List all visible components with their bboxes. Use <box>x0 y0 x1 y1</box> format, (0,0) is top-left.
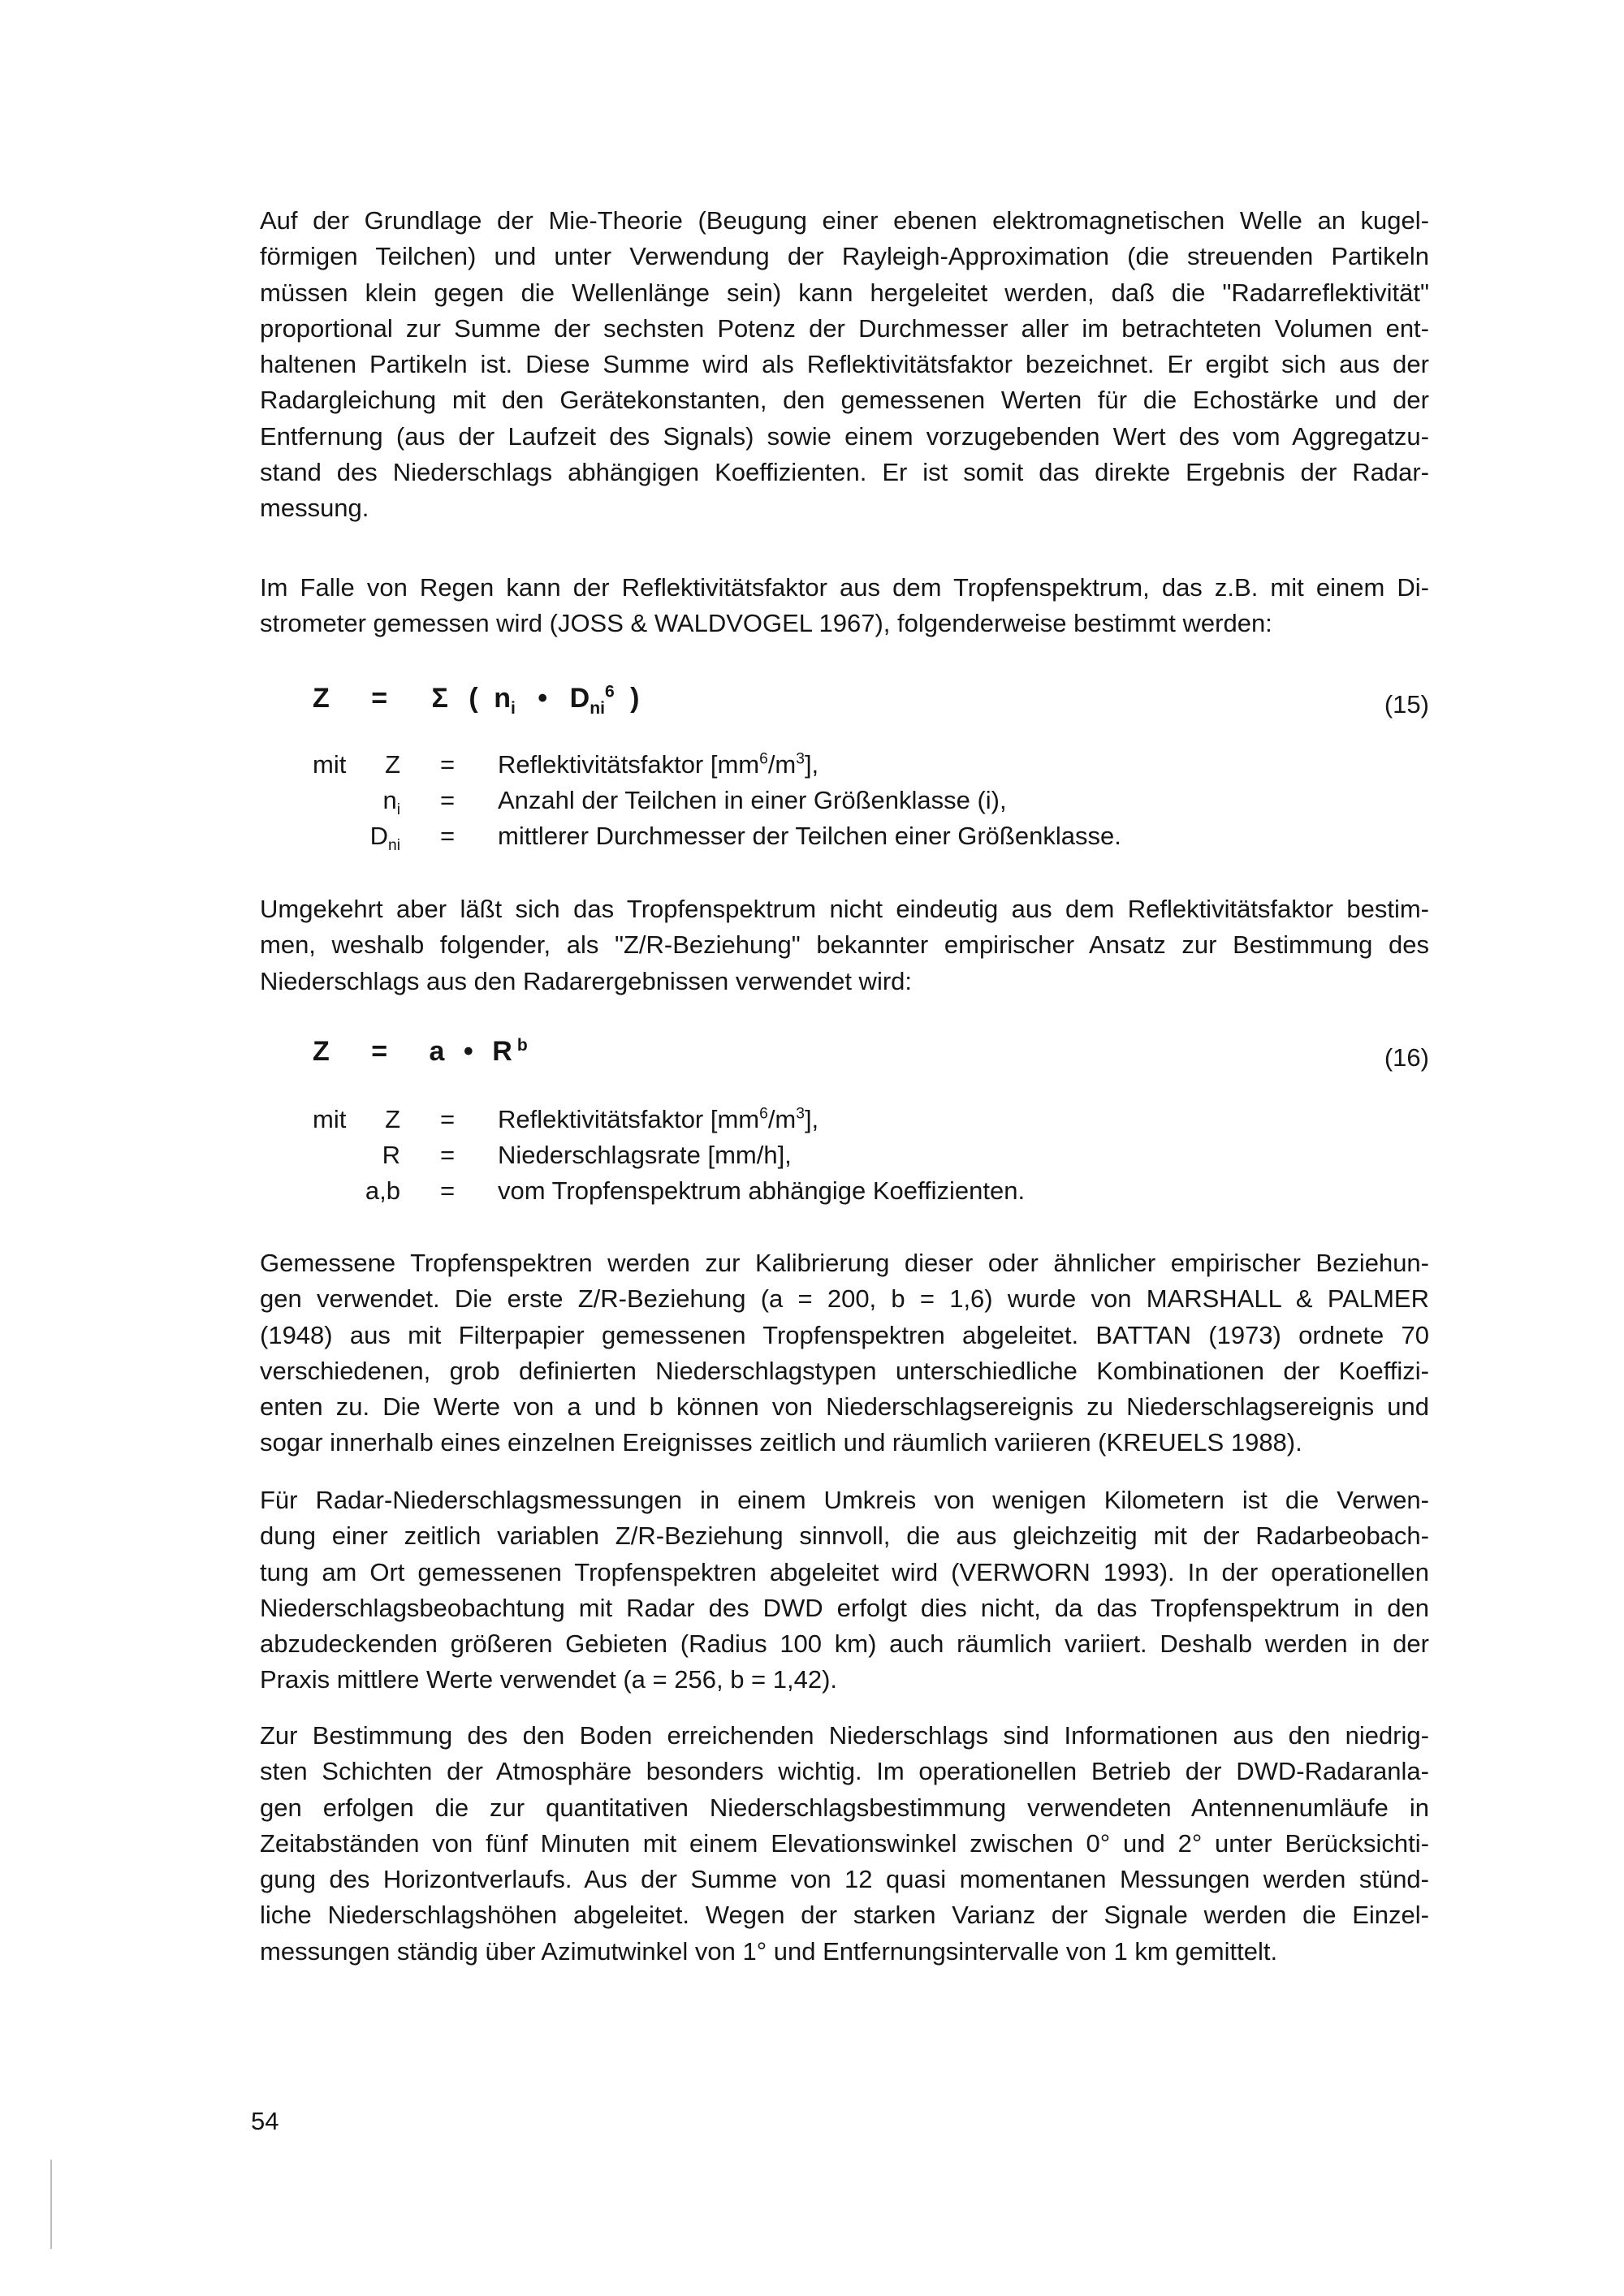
eq-a: a <box>429 1036 445 1067</box>
text-line: abzudeckenden größeren Gebieten (Radius 100 km) auch räumlich variiert. Deshalb werden in der <box>260 1629 1429 1659</box>
paragraph-mie-theory <box>260 203 1429 527</box>
page-number: 54 <box>251 2107 279 2135</box>
text-line: Radargleichung mit den Gerätekonstanten, den gemessenen Werten für die Echostärke und der <box>260 386 1429 415</box>
text-line: gen verwendet. Die erste Z/R-Beziehung (a = 200, b = 1,6) wurde von MARSHALL & PALMER <box>260 1284 1429 1314</box>
eq-sigma: Σ <box>431 683 448 714</box>
text-line: sten Schichten der Atmosphäre besonders wichtig. Im operationellen Betrieb der DWD-Radaranla- <box>260 1757 1429 1786</box>
paragraph-zr-relation <box>260 891 1429 999</box>
eq-d-term: $D_{ni}^6$ <box>569 682 615 718</box>
text-line: Umgekehrt aber läßt sich das Tropfenspektrum nicht eindeutig aus dem Reflektivitätsfaktor bestim- <box>260 895 1429 923</box>
equation-15 <box>313 678 1429 719</box>
text-line: Im Falle von Regen kann der Reflektivitätsfaktor aus dem Tropfenspektrum, das z.B. mit einem Di- <box>260 573 1429 602</box>
text-line: gung des Horizontverlaufs. Aus der Summe von 12 quasi momentanen Messungen werden stünd- <box>260 1865 1429 1894</box>
def-equals: = <box>440 1141 456 1169</box>
def-text: Niederschlagsrate [mm/h], <box>498 1141 792 1169</box>
text-line: Zur Bestimmung des den Boden erreichenden Niederschlags sind Informationen aus den niedrig- <box>260 1721 1429 1750</box>
text-line: dung einer zeitlich variablen Z/R-Beziehung sinnvoll, die aus gleichzeitig mit der Radarbeobach- <box>260 1521 1429 1551</box>
text-line: (1948) aus mit Filterpapier gemessenen Tropfenspektren abgeleitet. BATTAN (1973) ordnete 70 <box>260 1320 1429 1349</box>
def-symbol: $D_{ni}$ <box>369 822 400 855</box>
equation-number: (16) <box>1384 1043 1429 1072</box>
def-text: vom Tropfenspektrum abhängige Koeffizienten. <box>498 1176 1026 1205</box>
paragraph-calibration <box>260 1245 1429 1461</box>
text-line: liche Niederschlagshöhen abgeleitet. Wegen der starken Varianz der Signale werden die Einzel- <box>260 1901 1429 1930</box>
definition-row <box>313 1137 1368 1173</box>
definition-row <box>313 1102 1368 1137</box>
text-line: Entfernung (aus der Laufzeit des Signals) sowie einem vorzugebenden Wert des vom Aggregatzu- <box>260 421 1429 451</box>
scan-margin-mark <box>50 2160 52 2249</box>
def-symbol: Z <box>385 1105 400 1133</box>
text-line: verschiedenen, grob definierten Niederschlagstypen unterschiedliche Kombinationen der Koeffizi- <box>260 1356 1429 1385</box>
def-mit-label: mit <box>313 1105 347 1133</box>
def-equals: = <box>440 822 456 850</box>
def-symbol: $n_i$ <box>382 786 400 819</box>
def-equals: = <box>440 786 456 814</box>
text-line: strometer gemessen wird (JOSS & WALDVOGEL 1967), folgenderweise bestimmt werden: <box>260 609 1272 638</box>
text-line: messung. <box>260 494 369 523</box>
text-line: Niederschlags aus den Radarergebnissen verwendet wird: <box>260 966 913 995</box>
eq-lhs: Z <box>313 1036 330 1067</box>
equation-15-formula <box>313 678 639 719</box>
def-mit-label: mit <box>313 750 347 779</box>
def-text: mittlerer Durchmesser der Teilchen einer Größenklasse. <box>498 822 1121 850</box>
eq-r-term: R $^b$ <box>492 1035 528 1067</box>
text-line: Für Radar-Niederschlagsmessungen in einem Umkreis von wenigen Kilometern ist die Verwen- <box>260 1486 1429 1514</box>
def-equals: = <box>440 1105 456 1133</box>
paragraph-rain-spectrum <box>260 570 1429 642</box>
def-text: Reflektivitätsfaktor $[mm^6/m^3]$, <box>498 1105 819 1133</box>
def-equals: = <box>440 1176 456 1205</box>
text-line: müssen klein gegen die Wellenlänge sein) kann hergeleitet werden, daß die "Radarreflektivität" <box>260 278 1429 307</box>
text-line: Niederschlagsbeobachtung mit Radar des DWD erfolgt dies nicht, da das Tropfenspektrum in den <box>260 1593 1429 1622</box>
text-line: Zeitabständen von fünf Minuten mit einem Elevationswinkel zwischen 0° und 2° unter Berücksichti- <box>260 1828 1429 1858</box>
equation-16 <box>313 1031 1429 1072</box>
eq-lhs: Z <box>313 683 330 714</box>
def-equals: = <box>440 750 456 779</box>
text-line: enten zu. Die Werte von a und b können von Niederschlagsereignis zu Niederschlagsereignis und <box>260 1392 1429 1422</box>
def-symbol: Z <box>385 750 400 779</box>
def-text: Reflektivitätsfaktor $[mm^6/m^3]$, <box>498 750 819 779</box>
eq-dot: • <box>463 1036 473 1067</box>
text-line: stand des Niederschlags abhängigen Koeffizienten. Er ist somit das direkte Ergebnis der Radar- <box>260 458 1429 487</box>
definition-row <box>313 783 1368 818</box>
def-text: Anzahl der Teilchen in einer Größenklasse (i), <box>498 786 1007 814</box>
text-line: gen erfolgen die zur quantitativen Niederschlagsbestimmung verwendeten Antennenumläufe in <box>260 1793 1429 1822</box>
text-line: proportional zur Summe der sechsten Potenz der Durchmesser aller im betrachteten Volumen ent- <box>260 313 1429 343</box>
text-line: haltenen Partikeln ist. Diese Summe wird als Reflektivitätsfaktor bezeichnet. Er ergibt sich aus der <box>260 350 1429 379</box>
text-line: Auf der Grundlage der Mie-Theorie (Beugung einer ebenen elektromagnetischen Welle an kugel- <box>260 206 1429 235</box>
definition-row <box>313 747 1368 783</box>
eq-paren-open: ( <box>469 683 478 714</box>
text-line: Gemessene Tropfenspektren werden zur Kalibrierung dieser oder ähnlicher empirischer Beziehun- <box>260 1249 1429 1277</box>
def-symbol: R <box>382 1141 400 1169</box>
text-line: messungen ständig über Azimutwinkel von 1° und Entfernungsintervalle von 1 km gemittelt. <box>260 1936 1278 1966</box>
text-line: sogar innerhalb eines einzelnen Ereignisses zeitlich und räumlich variieren (KREUELS 1988). <box>260 1428 1302 1457</box>
text-line: Praxis mittlere Werte verwendet (a = 256, b = 1,42). <box>260 1665 838 1694</box>
text-line: förmigen Teilchen) und unter Verwendung der Rayleigh-Approximation (die streuenden Partikeln <box>260 242 1429 271</box>
equation-number: (15) <box>1384 690 1429 719</box>
eq-equals: = <box>371 683 388 714</box>
equation-16-formula <box>313 1031 528 1072</box>
text-line: tung am Ort gemessenen Tropfenspektren abgeleitet wird (VERWORN 1993). In der operationellen <box>260 1557 1429 1586</box>
def-symbol: a,b <box>365 1176 400 1205</box>
paragraph-dwd-operations <box>260 1718 1429 1970</box>
definition-row <box>313 1173 1368 1209</box>
definitions-15 <box>313 747 1368 854</box>
text-line: men, weshalb folgender, als "Z/R-Beziehung" bekannter empirischer Ansatz zur Bestimmung des <box>260 930 1429 960</box>
eq-n-term: $n_i$ <box>494 683 516 718</box>
eq-dot: • <box>538 683 548 714</box>
definition-row <box>313 818 1368 854</box>
paragraph-radar-measurement <box>260 1482 1429 1698</box>
definitions-16 <box>313 1102 1368 1209</box>
eq-equals: = <box>371 1036 388 1067</box>
eq-paren-close: ) <box>630 683 640 714</box>
